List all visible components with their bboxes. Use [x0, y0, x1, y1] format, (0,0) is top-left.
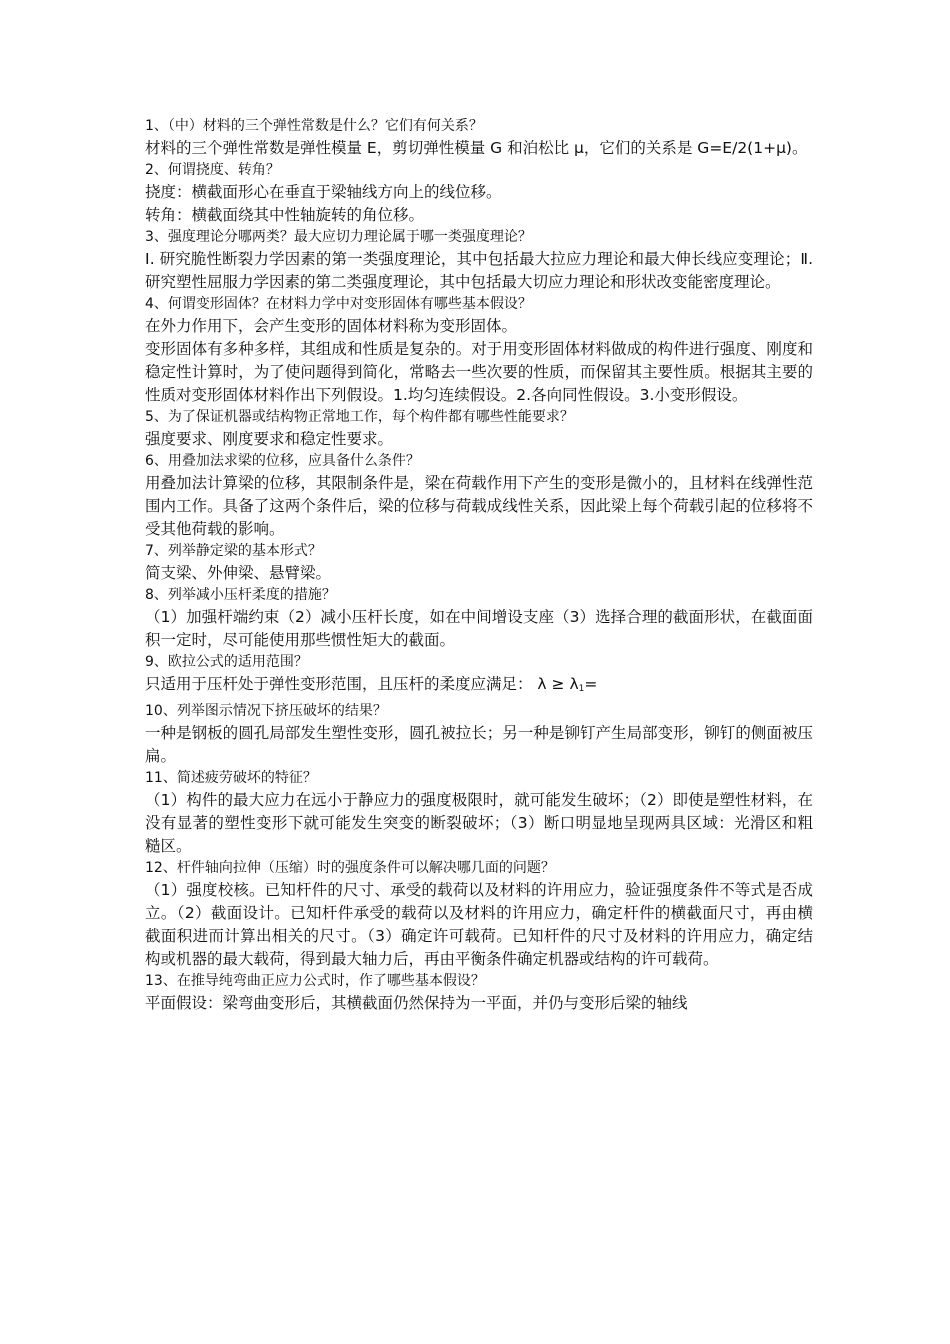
answer-9-text: 只适用于压杆处于弹性变形范围，且压杆的柔度应满足： λ ≥ λ [145, 675, 579, 693]
answer-2-deflection: 挠度：横截面形心在垂直于梁轴线方向上的线位移。 [145, 183, 502, 201]
answer-11: （1）构件的最大应力在远小于静应力的强度极限时，就可能发生破坏；（2）即使是塑性材料，在没有显著的塑性变形下就可能发生突变的断裂破坏；（3）断口明显地呈现两具区域：光滑区和粗糙区。 [145, 791, 813, 855]
answer-9-tail: = [584, 675, 598, 693]
question-11: 11、简述疲劳破坏的特征？ [145, 770, 317, 786]
answer-8: （1）加强杆端约束（2）减小压杆长度，如在中间增设支座（3）选择合理的截面形状，在截面面积一定时，尽可能使用那些惯性矩大的截面。 [145, 608, 813, 649]
answer-10: 一种是钢板的圆孔局部发生塑性变形，圆孔被拉长；另一种是铆钉产生局部变形，铆钉的侧面被压扁。 [145, 724, 813, 765]
question-1: 1、（中）材料的三个弹性常数是什么？它们有何关系？ [145, 118, 483, 134]
answer-13: 平面假设：梁弯曲变形后，其横截面仍然保持为一平面，并仍与变形后梁的轴线 [145, 994, 688, 1012]
question-10: 10、列举图示情况下挤压破坏的结果？ [145, 703, 387, 719]
question-7: 7、列举静定梁的基本形式？ [145, 543, 322, 559]
question-9: 9、欧拉公式的适用范围？ [145, 654, 308, 670]
document-page [145, 116, 813, 1015]
answer-3: Ⅰ. 研究脆性断裂力学因素的第一类强度理论，其中包括最大拉应力理论和最大伸长线应变理论；Ⅱ. 研究塑性屈服力学因素的第二类强度理论，其中包括最大切应力理论和形状改变能密度理论。 [145, 250, 813, 291]
answer-5: 强度要求、刚度要求和稳定性要求。 [145, 430, 394, 448]
answer-2-rotation: 转角：横截面绕其中性轴旋转的角位移。 [145, 206, 425, 224]
question-13: 13、在推导纯弯曲正应力公式时，作了哪些基本假设？ [145, 973, 485, 989]
question-12: 12、杆件轴向拉伸（压缩）时的强度条件可以解决哪几面的问题？ [145, 860, 555, 876]
answer-6: 用叠加法计算梁的位移，其限制条件是，梁在荷载作用下产生的变形是微小的，且材料在线弹性范围内工作。具备了这两个条件后，梁的位移与荷载成线性关系，因此梁上每个荷载引起的位移将不受其他荷载的影响。 [145, 474, 813, 538]
answer-4-assumptions: 变形固体有多种多样，其组成和性质是复杂的。对于用变形固体材料做成的构件进行强度、刚度和稳定性计算时，为了使问题得到简化，常略去一些次要的性质，而保留其主要性质。根据其主要的性质对变形固体材料作出下列假设。1.均匀连续假设。2.各向同性假设。3.小变形假设。 [145, 340, 813, 404]
answer-9 [145, 673, 813, 701]
answer-4-definition: 在外力作用下，会产生变形的固体材料称为变形固体。 [145, 317, 518, 335]
question-3: 3、强度理论分哪两类？最大应切力理论属于哪一类强度理论？ [145, 229, 532, 245]
question-5: 5、为了保证机器或结构物正常地工作，每个构件都有哪些性能要求？ [145, 409, 574, 425]
question-2: 2、何谓挠度、转角？ [145, 162, 280, 178]
question-4: 4、何谓变形固体？在材料力学中对变形固体有哪些基本假设？ [145, 296, 532, 312]
answer-12: （1）强度校核。已知杆件的尺寸、承受的载荷以及材料的许用应力，验证强度条件不等式是否成立。（2）截面设计。已知杆件承受的载荷以及材料的许用应力，确定杆件的横截面尺寸，再由横截面积进而计算出相关的尺寸。（3）确定许可载荷。已知杆件的尺寸及材料的许用应力，确定结构或机器的最大载荷，得到最大轴力后，再由平衡条件确定机器或结构的许可载荷。 [145, 881, 813, 968]
question-8: 8、列举减小压杆柔度的措施？ [145, 587, 336, 603]
question-6: 6、用叠加法求梁的位移，应具备什么条件？ [145, 453, 420, 469]
answer-1: 材料的三个弹性常数是弹性模量 E，剪切弹性模量 G 和泊松比 μ，它们的关系是 G=E/2(1+μ)。 [145, 139, 808, 157]
answer-7: 简支梁、外伸梁、悬臂梁。 [145, 564, 332, 582]
answer-9-subscript: 1 [578, 684, 585, 694]
